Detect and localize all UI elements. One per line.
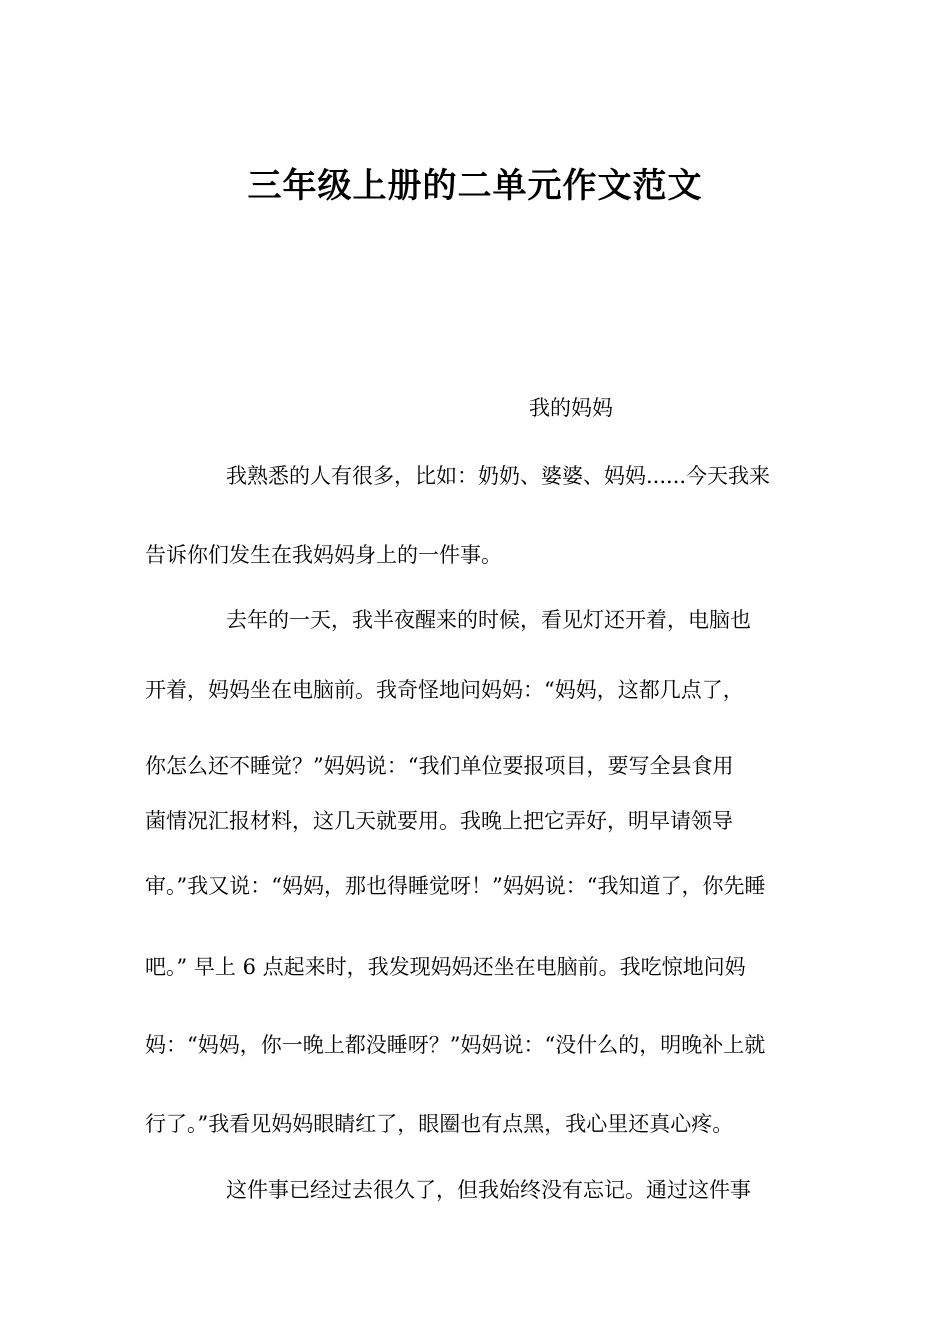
- text-line: 这件事已经过去很久了，但我始终没有忘记。通过这件事: [226, 1178, 751, 1202]
- text-line: 告诉你们发生在我妈妈身上的一件事。: [145, 543, 502, 567]
- document-title: 三年级上册的二单元作文范文: [247, 166, 703, 206]
- text-line: 妈：“妈妈，你一晚上都没睡呀？”妈妈说：“没什么的，明晚补上就: [145, 1033, 766, 1057]
- text-line: 开着，妈妈坐在电脑前。我奇怪地问妈妈：“妈妈，这都几点了，: [145, 678, 744, 702]
- text-line: 行了。”我看见妈妈眼睛红了，眼圈也有点黑，我心里还真心疼。: [145, 1112, 734, 1136]
- text-line: 菌情况汇报材料，这几天就要用。我晚上把它弄好，明早请领导: [145, 809, 733, 833]
- text-line: 吧。” 早上 6 点起来时，我发现妈妈还坐在电脑前。我吃惊地问妈: [145, 955, 746, 979]
- essay-title: 我的妈妈: [529, 396, 613, 420]
- text-line: 你怎么还不睡觉？”妈妈说：“我们单位要报项目，要写全县食用: [145, 754, 734, 778]
- text-line: 审。”我又说：“妈妈，那也得睡觉呀！”妈妈说：“我知道了，你先睡: [145, 874, 766, 898]
- text-line: 我熟悉的人有很多，比如：奶奶、婆婆、妈妈......今天我来: [226, 464, 771, 488]
- text-line: 去年的一天，我半夜醒来的时候，看见灯还开着，电脑也: [226, 608, 751, 632]
